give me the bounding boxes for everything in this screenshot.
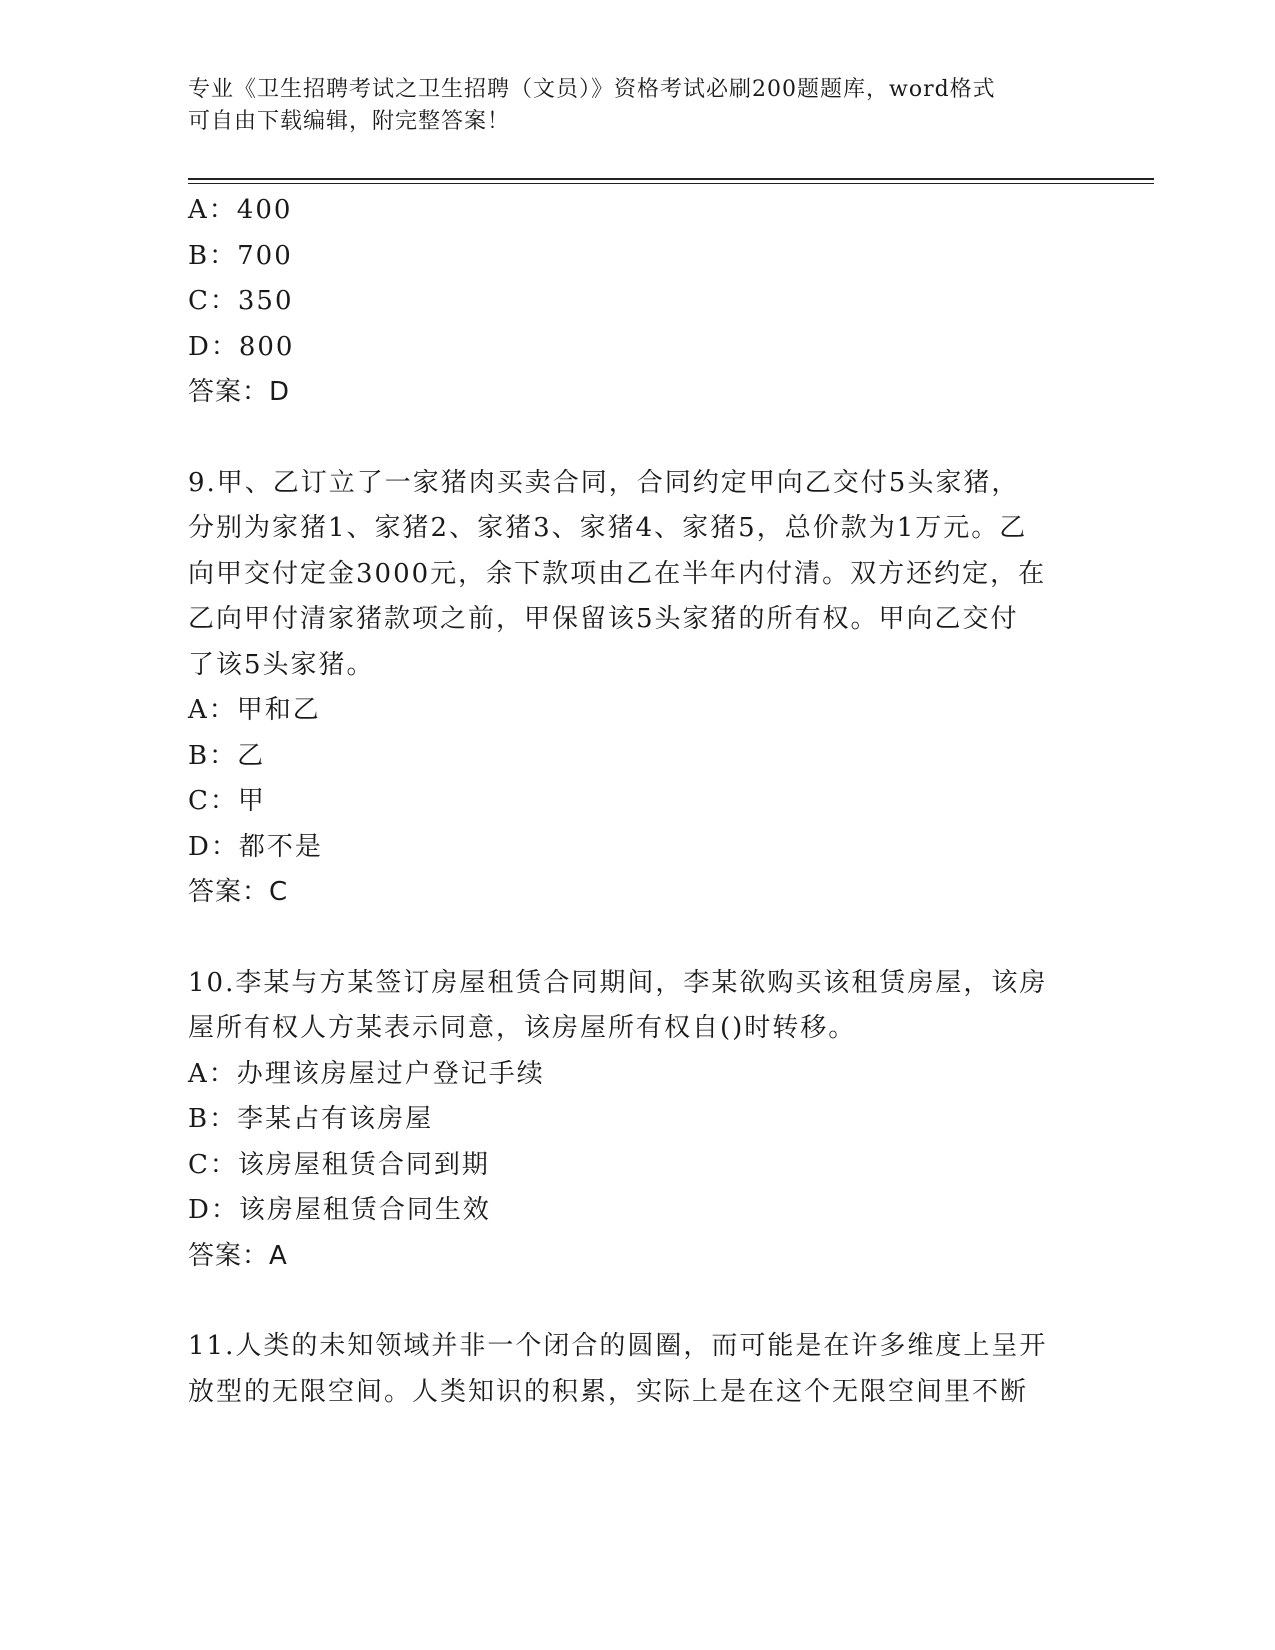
question-text-line: 屋所有权人方某表示同意，该房屋所有权自()时转移。 [188, 1013, 857, 1043]
question-text-line: 向甲交付定金3000元，余下款项由乙在半年内付清。双方还约定，在 [188, 558, 1047, 589]
question-text-line: 了该5头家猪。 [188, 649, 375, 680]
option-b: B：700 [188, 240, 293, 271]
option-a: A：办理该房屋过户登记手续 [188, 1058, 545, 1089]
option-d: D：该房屋租赁合同生效 [188, 1195, 491, 1225]
header-rule-thick [188, 178, 1154, 180]
answer-line: 答案：D [188, 377, 291, 407]
option-a: A：400 [188, 195, 293, 225]
header-line-1: 专业《卫生招聘考试之卫生招聘（文员）》资格考试必刷200题题库，word格式 [188, 77, 996, 102]
question-gap [188, 916, 1088, 961]
option-b: B：乙 [188, 740, 266, 771]
option-c: C：350 [188, 286, 294, 316]
question-gap [188, 416, 1088, 461]
question-content [188, 188, 1088, 1415]
header-rule-thin [188, 183, 1154, 184]
question-text-line: 放型的无限空间。人类知识的积累，实际上是在这个无限空间里不断 [188, 1376, 1029, 1407]
option-d: D：800 [188, 331, 295, 362]
option-c: C：甲 [188, 786, 266, 816]
answer-line: 答案：A [188, 1240, 288, 1271]
document-header [188, 74, 1068, 138]
question-text-line: 11.人类的未知领域并非一个闭合的圆圈，而可能是在许多维度上呈开 [188, 1331, 1048, 1361]
question-text-line: 分别为家猪1、家猪2、家猪3、家猪4、家猪5，总价款为1万元。乙 [188, 513, 1028, 543]
answer-line: 答案：C [188, 877, 289, 907]
question-text-line: 10.李某与方某签订房屋租赁合同期间，李某欲购买该租赁房屋，该房 [188, 967, 1048, 998]
question-text-line: 乙向甲付清家猪款项之前，甲保留该5头家猪的所有权。甲向乙交付 [188, 604, 1019, 634]
question-9 [188, 461, 1088, 916]
question-11 [188, 1324, 1088, 1415]
option-d: D：都不是 [188, 831, 323, 862]
question-text-line: 9.甲、乙订立了一家猪肉买卖合同，合同约定甲向乙交付5头家猪， [188, 467, 1020, 498]
question-10 [188, 961, 1088, 1280]
header-line-2: 可自由下载编辑，附完整答案！ [188, 109, 511, 134]
question-8 [188, 188, 1088, 416]
question-gap [188, 1279, 1088, 1324]
option-a: A：甲和乙 [188, 695, 321, 725]
option-b: B：李某占有该房屋 [188, 1104, 434, 1134]
option-c: C：该房屋租赁合同到期 [188, 1149, 490, 1180]
